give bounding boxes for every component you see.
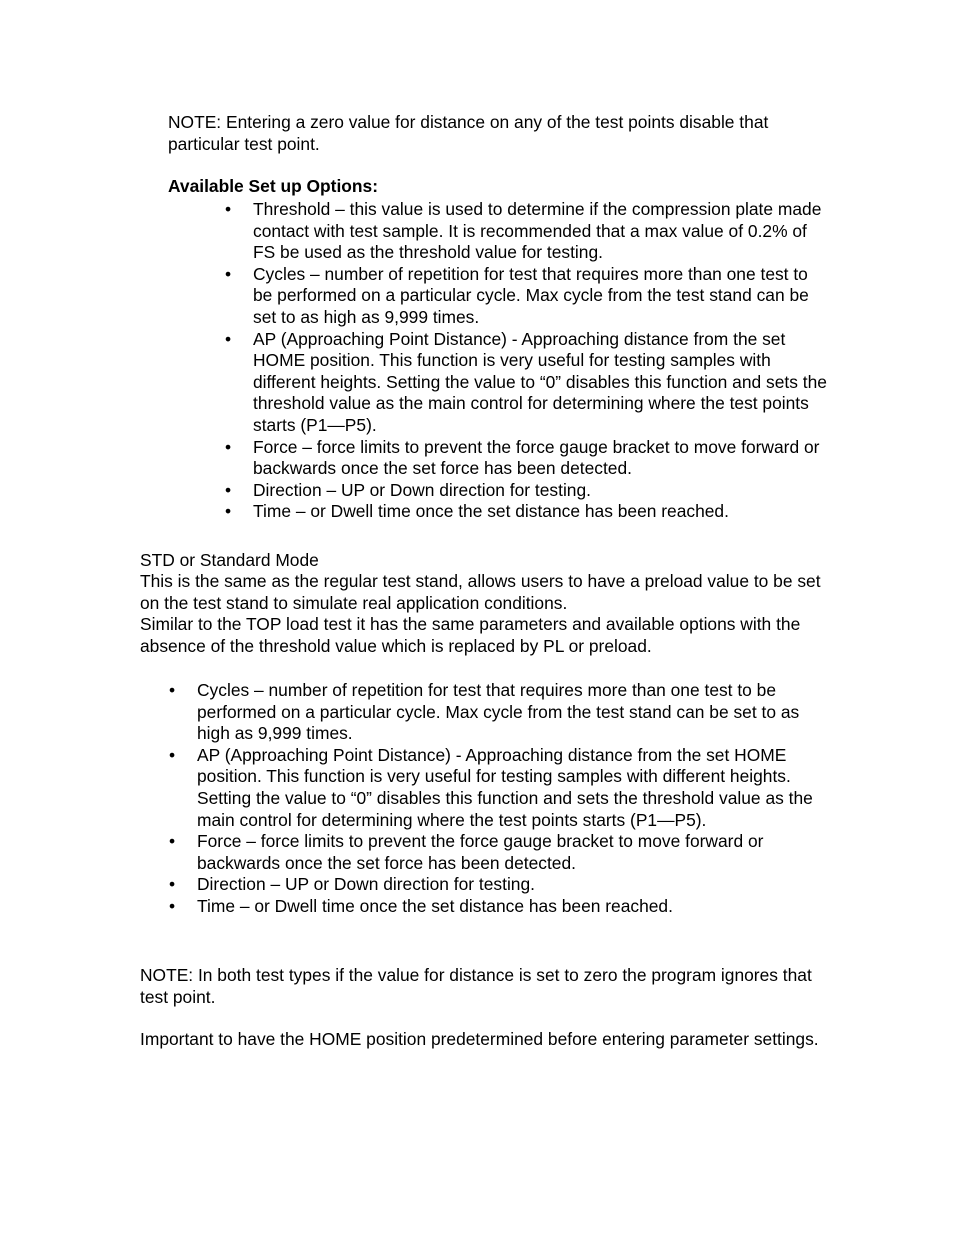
list-item-text: Time – or Dwell time once the set distance has been reached.	[197, 895, 673, 916]
std-mode-paragraph-1: This is the same as the regular test stand, allows users to have a preload value to be set on the test stand to simulate real application conditions.	[140, 571, 821, 613]
bullet-icon: •	[169, 895, 176, 916]
bullet-icon: •	[225, 328, 232, 349]
list-item	[169, 895, 827, 918]
bullet-icon: •	[169, 874, 176, 895]
list-item-text: Time – or Dwell time once the set distance has been reached.	[253, 501, 729, 522]
list-item	[225, 263, 828, 329]
std-options-list	[169, 680, 827, 918]
list-item	[225, 501, 828, 523]
bullet-icon: •	[225, 436, 232, 457]
list-item	[225, 199, 828, 264]
bullet-icon: •	[225, 479, 232, 500]
list-item-text: Force – force limits to prevent the force gauge bracket to move forward or backwards once the set force has been detected.	[253, 436, 820, 479]
list-item-text: Cycles – number of repetition for test that requires more than one test to be performed on a particular cycle. Max cycle from the test stand can be set to as high as 9,999 times.	[253, 263, 809, 327]
note-both-test-types: NOTE: In both test types if the value for distance is set to zero the program ignores that test point.	[140, 965, 812, 1007]
list-item	[225, 328, 828, 437]
bullet-icon: •	[169, 831, 176, 852]
bullet-icon: •	[225, 501, 232, 522]
std-mode-paragraph-2: Similar to the TOP load test it has the same parameters and available options with the absence of the threshold value which is replaced by PL or preload.	[140, 614, 801, 656]
list-item-text: Force – force limits to prevent the force gauge bracket to move forward or backwards once the set force has been detected.	[197, 831, 764, 873]
bullet-icon: •	[169, 744, 176, 765]
list-item	[169, 831, 827, 874]
list-item	[225, 436, 828, 480]
list-item-text: Cycles – number of repetition for test that requires more than one test to be performed on a particular cycle. Max cycle from the test stand can be set to as high as 9,999 times.	[197, 680, 800, 744]
list-item	[169, 874, 827, 896]
list-item-text: AP (Approaching Point Distance) - Approaching distance from the set HOME position. This function is very useful for testing samples with different heights. Setting the value to “0” disables this function and sets the threshold value as the main control for determining where the test points starts (P1—P5).	[197, 744, 813, 830]
list-item	[169, 744, 827, 831]
bullet-icon: •	[225, 263, 232, 284]
important-home-note: Important to have the HOME position predetermined before entering parameter settings.	[140, 1029, 819, 1049]
list-item-text: Threshold – this value is used to determine if the compression plate made contact with test sample. It is recommended that a max value of 0.2% of FS be used as the threshold value for testing.	[253, 199, 822, 263]
note-zero-value: NOTE: Entering a zero value for distance on any of the test points disable that particular test point.	[168, 112, 769, 154]
list-item-text: AP (Approaching Point Distance) - Approaching distance from the set HOME position. This function is very useful for testing samples with different heights. Setting the value to “0” disables this function and sets the threshold value as the main control for determining where the test points starts (P1—P5).	[253, 328, 827, 435]
std-mode-title: STD or Standard Mode	[140, 550, 319, 570]
list-item	[169, 680, 827, 745]
bullet-icon: •	[169, 680, 176, 700]
top-options-list	[225, 199, 828, 523]
list-item	[225, 479, 828, 502]
list-item-text: Direction – UP or Down direction for testing.	[253, 479, 591, 500]
available-options-heading: Available Set up Options:	[168, 176, 379, 196]
bullet-icon: •	[225, 199, 232, 219]
list-item-text: Direction – UP or Down direction for testing.	[197, 874, 535, 895]
